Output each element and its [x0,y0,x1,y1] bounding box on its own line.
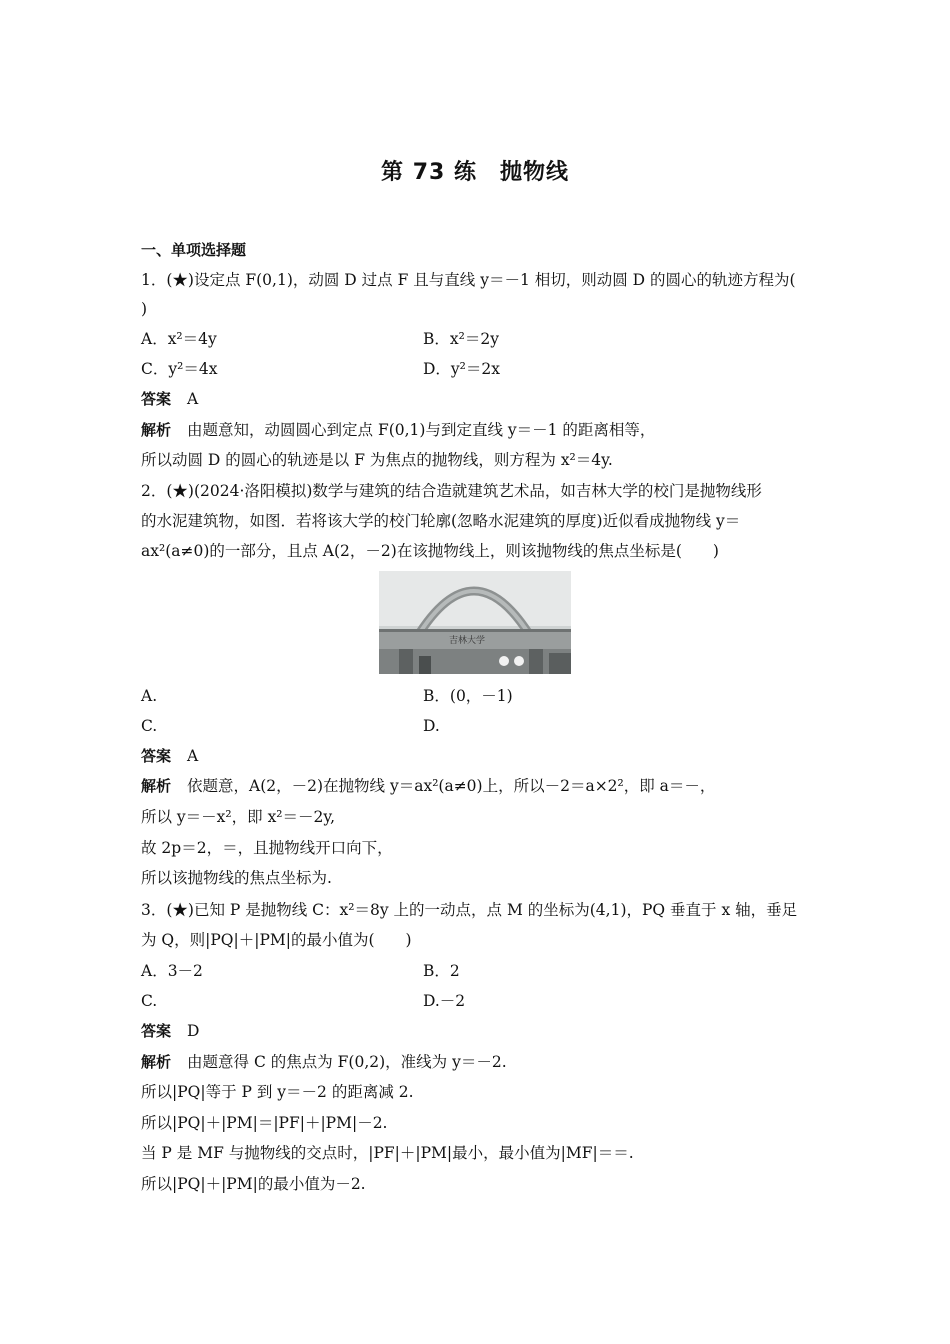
q2-stem-line-3: ax²(a≠0)的一部分，且点 A(2，－2)在该抛物线上，则该抛物线的焦点坐标是( ) [141,542,719,560]
q2-answer [141,746,198,766]
q2-option-a: A. [141,687,158,705]
q2-analysis-line-4: 所以该抛物线的焦点坐标为. [141,869,332,887]
answer-value: A [187,747,199,765]
q3-option-d: D.－2 [423,992,466,1010]
q2-analysis-line-2: 所以 y＝－x²，即 x²＝－2y, [141,808,336,826]
q2-option-d: D. [423,717,440,735]
answer-value: A [187,390,199,408]
q3-analysis-line-4: 当 P 是 MF 与抛物线的交点时，|PF|＋|PM|最小，最小值为|MF|＝＝. [141,1144,634,1162]
school-gate-photo [379,571,571,674]
q3-analysis-line-2: 所以|PQ|等于 P 到 y＝－2 的距离减 2. [141,1083,414,1101]
q1-stem-line-2: ) [141,300,148,318]
q1-option-c: C．y²＝4x [141,360,218,378]
q1-option-b: B．x²＝2y [423,330,499,348]
q2-stem-line-1: 2．(★)(2024·洛阳模拟)数学与建筑的结合造就建筑艺术品，如吉林大学的校门是抛物线形 [141,482,762,500]
q3-analysis-line-1 [141,1052,507,1072]
answer-label: 答案 [141,390,172,408]
analysis-text: 依题意，A(2，－2)在抛物线 y＝ax²(a≠0)上，所以－2＝a×2²，即 a＝－， [187,777,716,795]
answer-label: 答案 [141,1022,172,1040]
answer-label: 答案 [141,747,172,765]
q3-analysis-line-5: 所以|PQ|＋|PM|的最小值为－2. [141,1175,366,1193]
q1-option-d: D．y²＝2x [423,360,501,378]
q3-stem-line-1: 3．(★)已知 P 是抛物线 C：x²＝8y 上的一动点，点 M 的坐标为(4,1)，PQ 垂直于 x 轴，垂足 [141,901,798,919]
analysis-label: 解析 [141,1053,172,1071]
q2-analysis-line-1 [141,776,715,796]
q2-option-b: B．(0，－1) [423,687,513,705]
q1-option-a: A．x²＝4y [141,330,217,348]
q2-analysis-line-3: 故 2p＝2，＝，且抛物线开口向下， [141,839,393,857]
q1-answer [141,389,198,409]
analysis-label: 解析 [141,777,172,795]
q3-option-a: A．3－2 [141,962,203,980]
q3-stem-line-2: 为 Q，则|PQ|＋|PM|的最小值为( ) [141,931,412,949]
analysis-text: 由题意得 C 的焦点为 F(0,2)，准线为 y＝－2. [187,1053,507,1071]
answer-value: D [187,1022,200,1040]
section-heading: 一、单项选择题 [141,241,247,259]
page-title: 第 73 练 抛物线 [381,160,569,185]
analysis-label: 解析 [141,421,172,439]
q1-analysis-line-1 [141,420,655,440]
q2-option-c: C. [141,717,158,735]
analysis-text: 由题意知，动圆圆心到定点 F(0,1)与到定直线 y＝－1 的距离相等， [187,421,656,439]
q2-stem-line-2: 的水泥建筑物，如图．若将该大学的校门轮廓(忽略水泥建筑的厚度)近似看成抛物线 y＝ [141,512,741,530]
q1-stem-line-1: 1．(★)设定点 F(0,1)，动圆 D 过点 F 且与直线 y＝－1 相切，则动圆 D 的圆心的轨迹方程为( [141,271,796,289]
q3-option-b: B．2 [423,962,460,980]
q1-analysis-line-2: 所以动圆 D 的圆心的轨迹是以 F 为焦点的抛物线，则方程为 x²＝4y. [141,451,613,469]
q3-answer [141,1021,199,1041]
q3-analysis-line-3: 所以|PQ|＋|PM|＝|PF|＋|PM|－2. [141,1114,388,1132]
q3-option-c: C. [141,992,158,1010]
photo-sign-text: 吉林大学 [449,636,486,646]
